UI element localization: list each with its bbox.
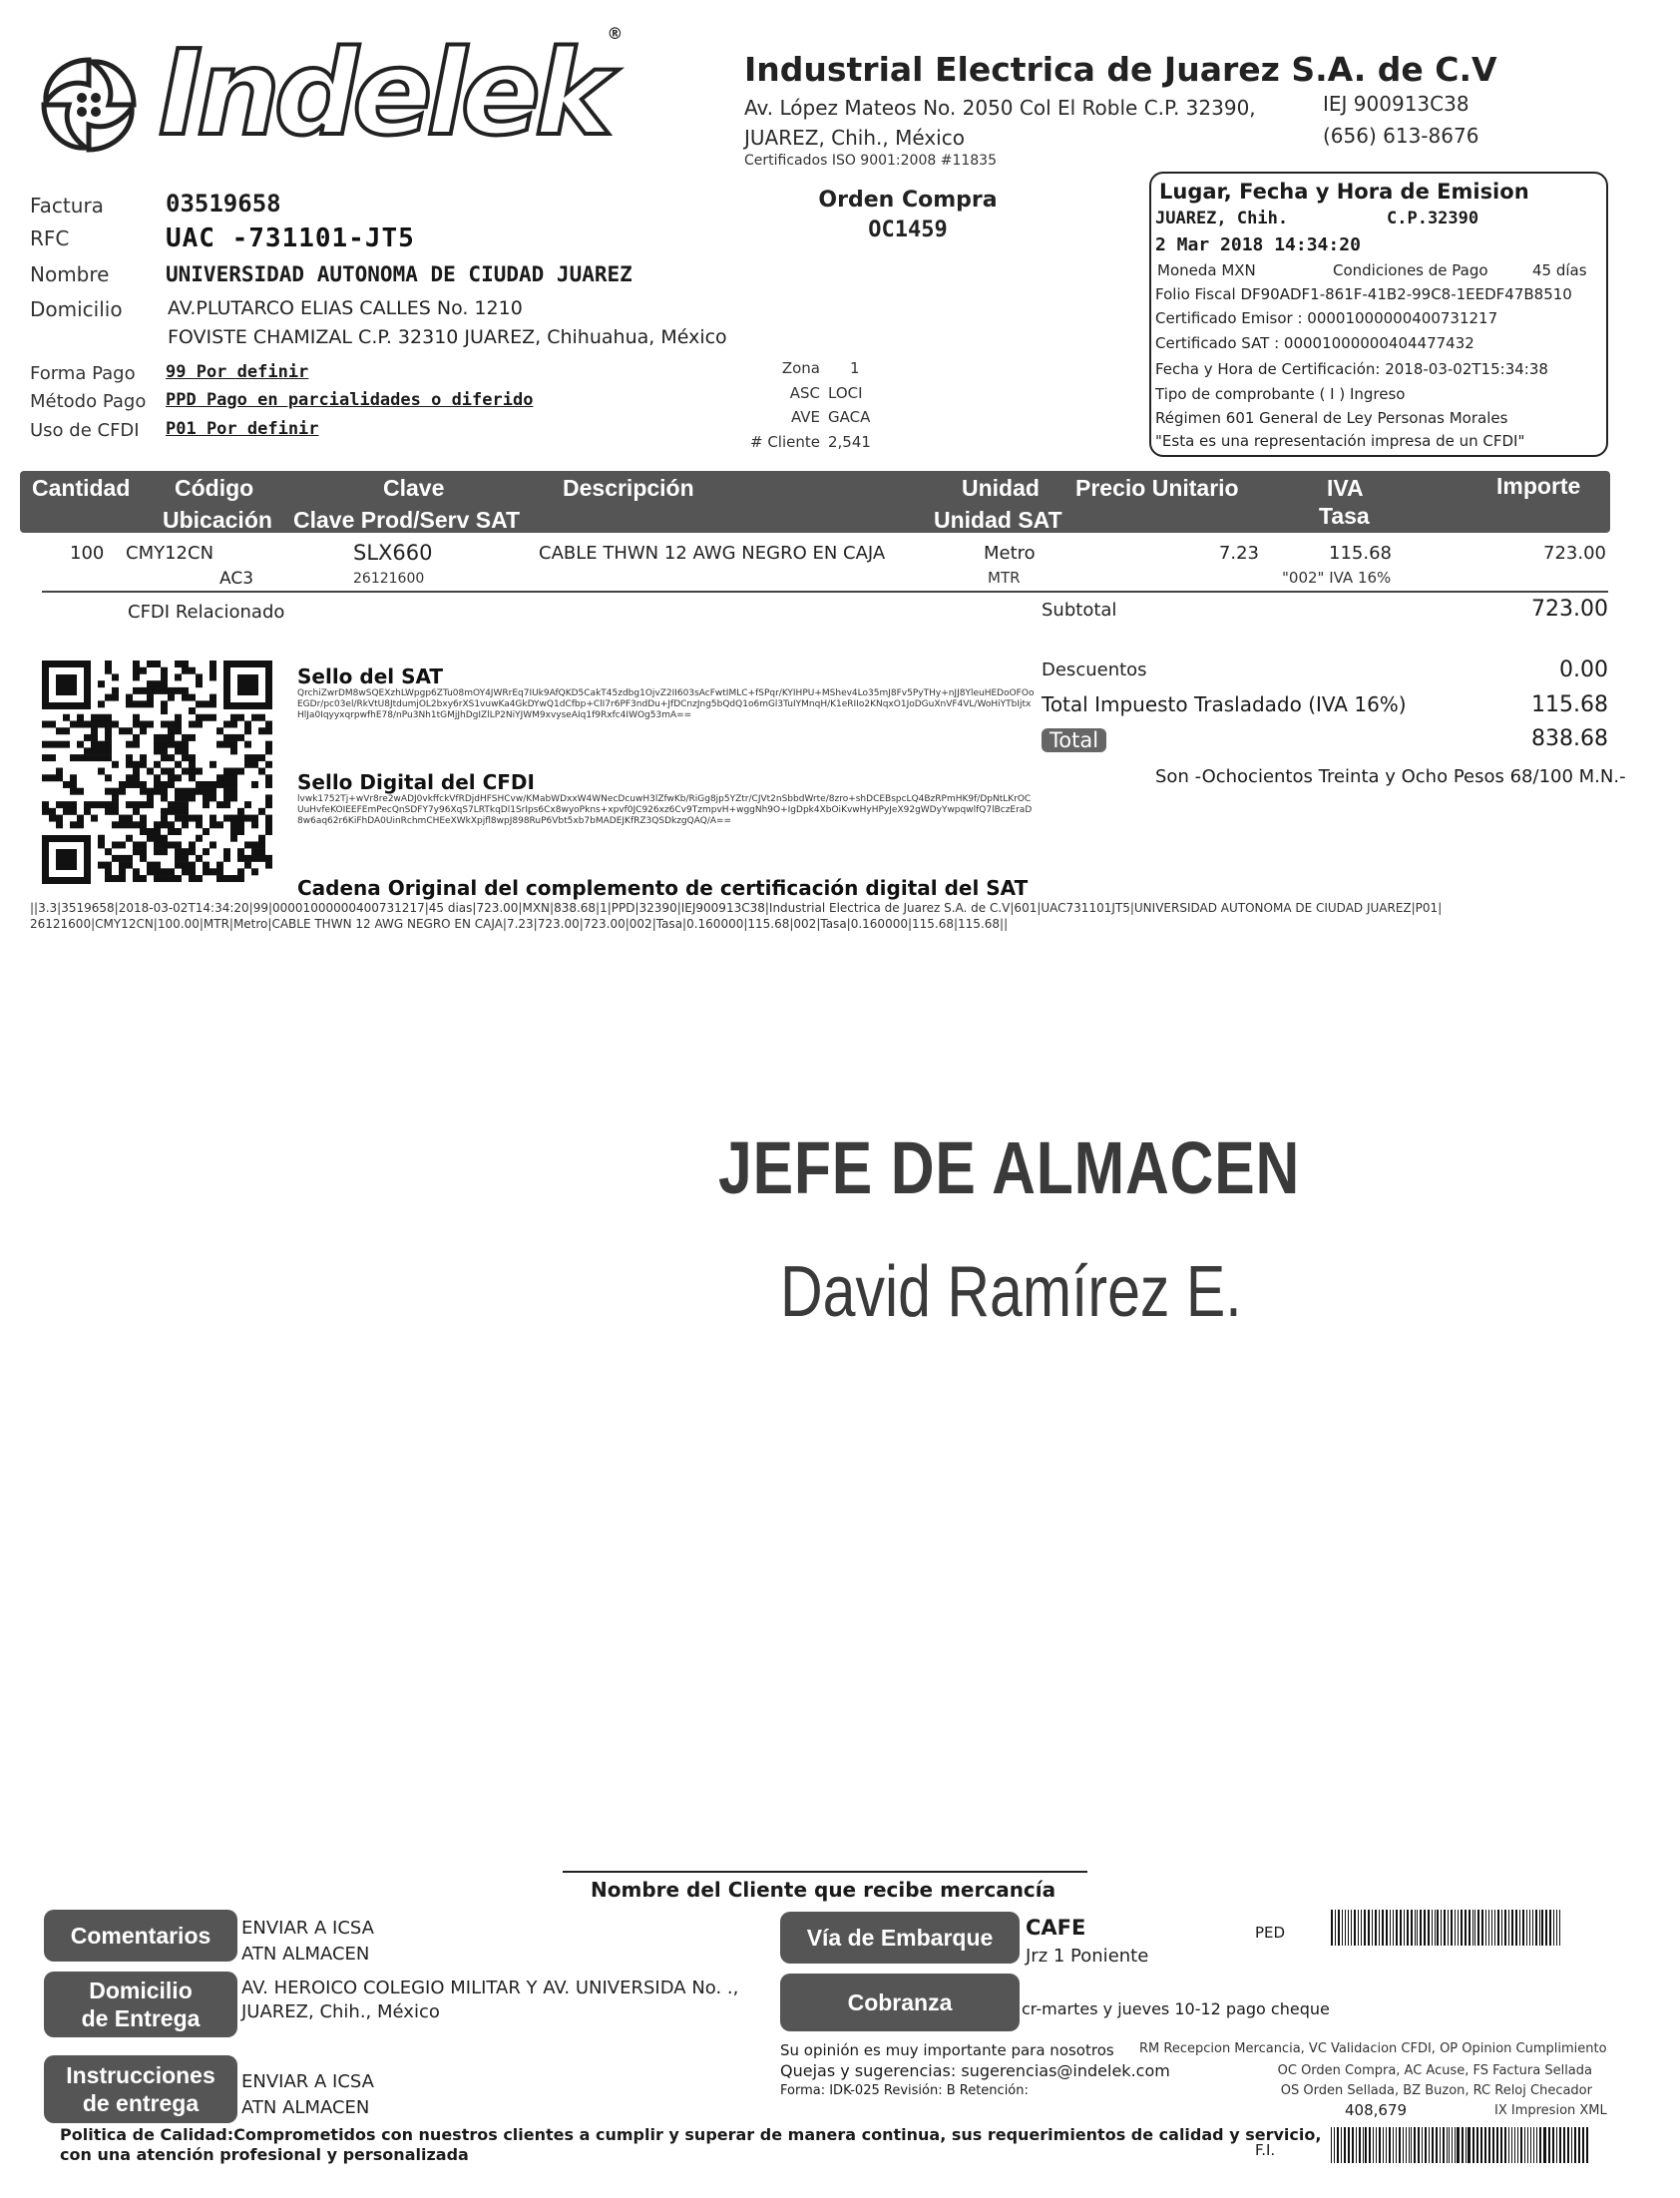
company-address-1: Av. López Mateos No. 2050 Col El Roble C.P. 32390, bbox=[744, 96, 1256, 120]
cliente-value: 2,541 bbox=[828, 433, 871, 451]
asc-value: LOCI bbox=[828, 384, 863, 402]
impuesto-value: 115.68 bbox=[1531, 692, 1608, 717]
stamp-title: JEFE DE ALMACEN bbox=[718, 1126, 1301, 1209]
instrucciones-1: ENVIAR A ICSA bbox=[241, 2071, 374, 2092]
metodo-pago-value: PPD Pago en parcialidades o diferido bbox=[166, 390, 534, 410]
cadena-original-title: Cadena Original del complemento de certificación digital del SAT bbox=[297, 876, 1029, 900]
instrucciones-label: Instrucciones de entrega bbox=[44, 2055, 237, 2123]
item-ubicacion: AC3 bbox=[219, 569, 254, 589]
quejas-text: Quejas y sugerencias: sugerencias@indelek.com bbox=[780, 2061, 1170, 2080]
sello-cfdi: lvwk1752Tj+wVr8re2wADJ0vkffckVfRDjdHFSHCvw/KMabWDxxW4WNecDcuwH3lZfwKb/RiGg8jp5YZtr/CJVt2nSbbdWrte/8zro+shDCEBspcLQ4BzRPmHK9f/DpNtLKrOCUuHvfeKOIEEFEmPecQnSDFY7y96XqS7LRTkqDl1SrIps6Cx8wyoPkns+xpvf0JC926xz6Cv9TzmpvH+wggNh9O+IgDpk4XbOiKvwHyHPyJeX92gWDyYwpqwlfQ7lBczEraD8w6aq62r6KiFhDA0UinRchmCHEeXWkXpjfl8wpJ898RuP6Vbt5xb7bMADEJKfRZ3QSDkzgQAQ/A== bbox=[297, 794, 1033, 826]
sello-sat: QrchiZwrDM8wSQEXzhLWpgp6ZTu08mOY4JWRrEq7IUk9AfQKD5CakT45zdbg1OjvZ2II603sAcFwtIMLC+fSPqr/KYIHPU+MShev4Lo35mJ8Fv5PyTHy+nJJ8YleuHEDoOFOoEGDr/pc03el/RkVtU8JtdumjOL2bxy6rXS1vuwKa4GkDYwQ1dCfbp+ClI7r6PF3ndDu+JfDCnzJng5bQdQ1o6mGl3TuIYMnqH/K1eRIIo2KNqxO1JoDGuXnVF4VL/WoHiYTbIjtxHlJa0IqyyxqrpwfhE78/nPu3Nh1tGMjJhDgIZlLP2NiYJWM9xvyseAIq1f9Rxfc4IWOg53mA== bbox=[297, 688, 1035, 720]
col-unidad: Unidad bbox=[962, 475, 1040, 501]
col-importe: Importe bbox=[1496, 473, 1581, 499]
client-address-1: AV.PLUTARCO ELIAS CALLES No. 1210 bbox=[168, 297, 523, 319]
col-descripcion: Descripción bbox=[563, 475, 694, 501]
cadena-original: ||3.3|3519658|2018-03-02T14:34:20|99|00001000000400731217|45 dias|723.00|MXN|838.68|1|PPD|32390|IEJ900913C38|Industrial Electrica de Juarez S.A. de C.V|601|UAC731101JT5|UNIVERSIDAD AUTONOMA DE CIUDAD JUAREZ|P01|26121600|CMY12CN|100.00|MTR|Metro|CABLE THWN 12 AWG NEGRO EN CAJA|7.23|723.00|723.00|002|Tasa|0.160000|115.68|002|Tasa|0.160000|115.68|115.68|| bbox=[30, 901, 1443, 931]
item-codigo: CMY12CN bbox=[126, 543, 214, 564]
col-precio: Precio Unitario bbox=[1075, 475, 1239, 501]
col-iva: IVA bbox=[1327, 475, 1364, 501]
legend-4: IX Impresion XML bbox=[1494, 2103, 1607, 2118]
table-header bbox=[20, 471, 1610, 533]
legend-3: OS Orden Sellada, BZ Buzon, RC Reloj Checador bbox=[1280, 2083, 1592, 2098]
certificado-emisor: Certificado Emisor : 00001000000400731217 bbox=[1155, 309, 1498, 327]
doc-number: 408,679 bbox=[1345, 2101, 1408, 2119]
comentarios-1: ENVIAR A ICSA bbox=[241, 1918, 374, 1939]
emission-title: Lugar, Fecha y Hora de Emision bbox=[1159, 180, 1529, 204]
nombre-label: Nombre bbox=[30, 262, 110, 286]
cfdi-note: "Esta es una representación impresa de un CFDI" bbox=[1155, 432, 1525, 450]
company-certification: Certificados ISO 9001:2008 #11835 bbox=[744, 153, 997, 169]
cfdi-relacionado: CFDI Relacionado bbox=[128, 602, 285, 623]
tipo-comprobante: Tipo de comprobante ( I ) Ingreso bbox=[1155, 385, 1406, 403]
certificado-sat: Certificado SAT : 00001000000404477432 bbox=[1155, 334, 1474, 352]
item-unidad-sat: MTR bbox=[988, 569, 1021, 587]
politica-2: con una atención profesional y personalizada bbox=[60, 2145, 469, 2164]
recibe-label: Nombre del Cliente que recibe mercancía bbox=[591, 1878, 1056, 1902]
subtotal-value: 723.00 bbox=[1531, 597, 1608, 622]
moneda: Moneda MXN bbox=[1157, 261, 1256, 279]
forma-pago-label: Forma Pago bbox=[30, 363, 136, 384]
fecha-certificacion: Fecha y Hora de Certificación: 2018-03-02T15:34:38 bbox=[1155, 360, 1548, 378]
item-importe: 723.00 bbox=[1543, 543, 1606, 564]
item-clave: SLX660 bbox=[353, 541, 433, 565]
zona-value: 1 bbox=[850, 359, 860, 377]
subtotal-label: Subtotal bbox=[1042, 600, 1117, 621]
descuentos-value: 0.00 bbox=[1559, 658, 1608, 682]
col-clave-prod: Clave Prod/Serv SAT bbox=[293, 507, 521, 533]
col-codigo: Código bbox=[175, 475, 254, 501]
company-name: Industrial Electrica de Juarez S.A. de C.V bbox=[744, 50, 1497, 89]
uso-cfdi-value: P01 Por definir bbox=[166, 419, 319, 439]
signature-line bbox=[563, 1871, 1087, 1873]
col-cantidad: Cantidad bbox=[32, 475, 131, 501]
domicilio-label: Domicilio bbox=[30, 297, 123, 321]
folio-fiscal: Folio Fiscal DF90ADF1-861F-41B2-99C8-1EEDF47B8510 bbox=[1155, 285, 1572, 303]
col-clave: Clave bbox=[383, 475, 445, 501]
qr-code bbox=[42, 660, 291, 896]
opinion-text: Su opinión es muy importante para nosotros bbox=[780, 2041, 1114, 2059]
total-letra: Son -Ochocientos Treinta y Ocho Pesos 68/100 M.N.- bbox=[1155, 766, 1626, 787]
condiciones-pago-label: Condiciones de Pago bbox=[1333, 261, 1488, 279]
factura-label: Factura bbox=[30, 194, 104, 218]
ped-label: PED bbox=[1255, 1924, 1286, 1942]
item-tasa: "002" IVA 16% bbox=[1282, 569, 1392, 587]
ave-value: GACA bbox=[828, 408, 871, 426]
descuentos-label: Descuentos bbox=[1042, 659, 1147, 680]
item-cantidad: 100 bbox=[70, 543, 105, 564]
qr-code-icon bbox=[42, 660, 291, 896]
cobranza-label: Cobranza bbox=[780, 1974, 1020, 2031]
emission-cp: C.P.32390 bbox=[1387, 209, 1479, 228]
orden-compra-label: Orden Compra bbox=[818, 188, 998, 213]
col-ubicacion: Ubicación bbox=[163, 507, 272, 533]
stamp-name: David Ramírez E. bbox=[780, 1252, 1242, 1332]
via-embarque-2: Jrz 1 Poniente bbox=[1026, 1946, 1149, 1967]
company-address-2: JUAREZ, Chih., México bbox=[744, 126, 965, 150]
condiciones-pago-value: 45 días bbox=[1532, 261, 1587, 279]
factura-number: 03519658 bbox=[166, 190, 281, 218]
forma-text: Forma: IDK-025 Revisión: B Retención: bbox=[780, 2083, 1029, 2098]
emission-city: JUAREZ, Chih. bbox=[1155, 209, 1289, 228]
domicilio-entrega-2: JUAREZ, Chih., México bbox=[241, 2001, 440, 2022]
cobranza-value: cr-martes y jueves 10-12 pago cheque bbox=[1022, 1999, 1330, 2018]
table-row bbox=[20, 537, 1610, 593]
legend-2: OC Orden Compra, AC Acuse, FS Factura Sellada bbox=[1277, 2063, 1592, 2078]
instrucciones-2: ATN ALMACEN bbox=[241, 2097, 370, 2118]
company-rfc: IEJ 900913C38 bbox=[1323, 92, 1470, 116]
fi-label: F.I. bbox=[1255, 2141, 1276, 2159]
item-iva: 115.68 bbox=[1329, 543, 1392, 564]
client-rfc: UAC -731101-JT5 bbox=[166, 223, 415, 253]
company-phone: (656) 613-8676 bbox=[1323, 124, 1479, 148]
logo-wordmark: Indelek bbox=[159, 24, 608, 162]
forma-pago-value: 99 Por definir bbox=[166, 362, 309, 382]
table-divider bbox=[42, 591, 1608, 593]
comentarios-2: ATN ALMACEN bbox=[241, 1944, 370, 1965]
barcode-top bbox=[1331, 1910, 1562, 1946]
ave-label: AVE bbox=[790, 408, 820, 426]
item-precio: 7.23 bbox=[1218, 543, 1259, 564]
item-descripcion: CABLE THWN 12 AWG NEGRO EN CAJA bbox=[539, 543, 886, 564]
item-unidad: Metro bbox=[984, 543, 1036, 564]
col-tasa: Tasa bbox=[1319, 503, 1370, 529]
rfc-label: RFC bbox=[30, 226, 70, 250]
barcode-bottom bbox=[1331, 2127, 1590, 2163]
total-value: 838.68 bbox=[1531, 726, 1608, 751]
politica-1: Politica de Calidad:Comprometidos con nuestros clientes a cumplir y superar de manera continua, sus requerimientos de calidad y servicio, bbox=[60, 2125, 1322, 2144]
sello-cfdi-title: Sello Digital del CFDI bbox=[297, 770, 535, 794]
legend-1: RM Recepcion Mercancia, VC Validacion CFDI, OP Opinion Cumplimiento bbox=[1139, 2041, 1607, 2056]
emission-datetime: 2 Mar 2018 14:34:20 bbox=[1155, 234, 1361, 255]
domicilio-entrega-1: AV. HEROICO COLEGIO MILITAR Y AV. UNIVERSIDA No. ., bbox=[241, 1978, 739, 1998]
asc-label: ASC bbox=[789, 384, 820, 402]
company-logo: Indelek® bbox=[24, 30, 662, 180]
item-clave-prod: 26121600 bbox=[353, 571, 425, 587]
comentarios-label: Comentarios bbox=[44, 1910, 237, 1962]
client-address-2: FOVISTE CHAMIZAL C.P. 32310 JUAREZ, Chihuahua, México bbox=[168, 326, 727, 348]
orden-compra-value: OC1459 bbox=[868, 218, 948, 242]
via-embarque-label: Vía de Embarque bbox=[780, 1912, 1020, 1964]
uso-cfdi-label: Uso de CFDI bbox=[30, 420, 140, 441]
sello-sat-title: Sello del SAT bbox=[297, 664, 444, 688]
impuesto-label: Total Impuesto Trasladado (IVA 16%) bbox=[1042, 692, 1407, 716]
domicilio-entrega-label: Domicilio de Entrega bbox=[44, 1972, 237, 2037]
total-label: Total bbox=[1042, 728, 1106, 752]
client-name: UNIVERSIDAD AUTONOMA DE CIUDAD JUAREZ bbox=[166, 262, 632, 286]
fan-logo-icon bbox=[24, 40, 154, 170]
cliente-label: # Cliente bbox=[750, 433, 820, 451]
regimen: Régimen 601 General de Ley Personas Morales bbox=[1155, 409, 1508, 427]
zona-label: Zona bbox=[781, 359, 820, 377]
via-embarque-1: CAFE bbox=[1026, 1916, 1086, 1940]
metodo-pago-label: Método Pago bbox=[30, 391, 147, 412]
col-unidad-sat: Unidad SAT bbox=[934, 507, 1062, 533]
